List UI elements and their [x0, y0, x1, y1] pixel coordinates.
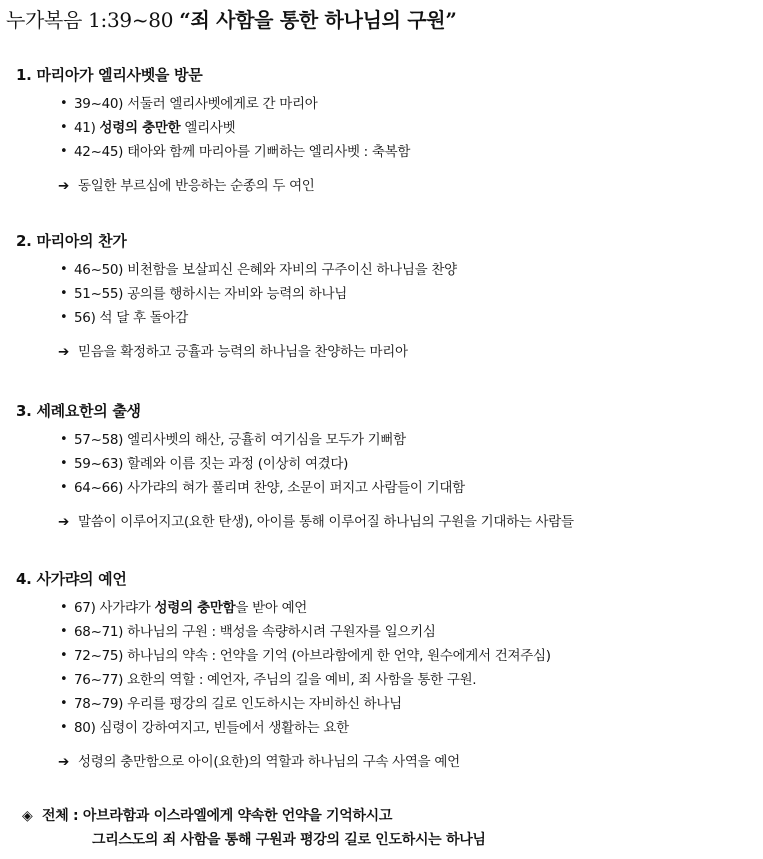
list-item: • 68~71) 하나님의 구원 : 백성을 속량하시려 구원자를 일으키심: [16, 620, 756, 644]
arrow-icon: ➔: [58, 514, 70, 530]
summary-text: 성령의 충만함으로 아이(요한)의 역할과 하나님의 구속 사역을 예언: [78, 754, 460, 770]
section-summary: [16, 340, 756, 364]
section-3: [16, 400, 756, 534]
bullet-list: [16, 258, 756, 330]
list-item: • 80) 심령이 강하여지고, 빈들에서 생활하는 요한: [16, 716, 756, 740]
section-heading: 2. 마리아의 찬가: [16, 232, 127, 250]
section-summary: [16, 750, 756, 774]
list-item: • 39~40) 서둘러 엘리사벳에게로 간 마리아: [16, 92, 756, 116]
list-item: • 51~55) 공의를 행하시는 자비와 능력의 하나님: [16, 282, 756, 306]
page-title: [6, 4, 457, 33]
list-item: • 42~45) 태아와 함께 마리아를 기뻐하는 엘리사벳 : 축복함: [16, 140, 756, 164]
list-item: • 57~58) 엘리사벳의 해산, 긍휼히 여기심을 모두가 기뻐함: [16, 428, 756, 452]
section-heading: 1. 마리아가 엘리사벳을 방문: [16, 66, 203, 84]
sermon-title: “죄 사함을 통한 하나님의 구원”: [179, 8, 457, 32]
list-item: • 64~66) 사가랴의 혀가 풀리며 찬양, 소문이 퍼지고 사람들이 기대함: [16, 476, 756, 500]
list-item: • 46~50) 비천함을 보살피신 은혜와 자비의 구주이신 하나님을 찬양: [16, 258, 756, 282]
list-item: • 72~75) 하나님의 약속 : 언약을 기억 (아브라함에게 한 언약, 원수에게서 건져주심): [16, 644, 756, 668]
overall-summary-line-1: 전체 : 아브라함과 이스라엘에게 약속한 언약을 기억하시고: [42, 808, 393, 824]
list-item: • 76~77) 요한의 역할 : 예언자, 주님의 길을 예비, 죄 사함을 통한 구원.: [16, 668, 756, 692]
list-item: • 41) 성령의 충만한 엘리사벳: [16, 116, 756, 140]
section-1: [16, 64, 756, 198]
scripture-reference: 누가복음 1:39~80: [6, 8, 174, 32]
overall-summary-line-2: 그리스도의 죄 사함을 통해 구원과 평강의 길로 인도하시는 하나님: [92, 832, 486, 848]
section-4: [16, 568, 756, 774]
section-heading: 4. 사가랴의 예언: [16, 570, 127, 588]
bullet-list: [16, 428, 756, 500]
section-heading: 3. 세례요한의 출생: [16, 402, 141, 420]
summary-text: 믿음을 확정하고 긍휼과 능력의 하나님을 찬양하는 마리아: [78, 344, 408, 360]
list-item: • 56) 석 달 후 돌아감: [16, 306, 756, 330]
list-item: • 67) 사가랴가 성령의 충만함을 받아 예언: [16, 596, 756, 620]
section-2: [16, 230, 756, 364]
section-summary: [16, 174, 756, 198]
bullet-list: [16, 596, 756, 740]
summary-text: 말씀이 이루어지고(요한 탄생), 아이를 통해 이루어질 하나님의 구원을 기대하는 사람들: [78, 514, 574, 530]
section-summary: [16, 510, 756, 534]
summary-text: 동일한 부르심에 반응하는 순종의 두 여인: [78, 178, 315, 194]
arrow-icon: ➔: [58, 178, 70, 194]
overall-summary: [22, 804, 486, 852]
arrow-icon: ➔: [58, 754, 70, 770]
diamond-icon: ◈: [22, 808, 33, 824]
list-item: • 59~63) 할례와 이름 짓는 과정 (이상히 여겼다): [16, 452, 756, 476]
arrow-icon: ➔: [58, 344, 70, 360]
list-item: • 78~79) 우리를 평강의 길로 인도하시는 자비하신 하나님: [16, 692, 756, 716]
bullet-list: [16, 92, 756, 164]
